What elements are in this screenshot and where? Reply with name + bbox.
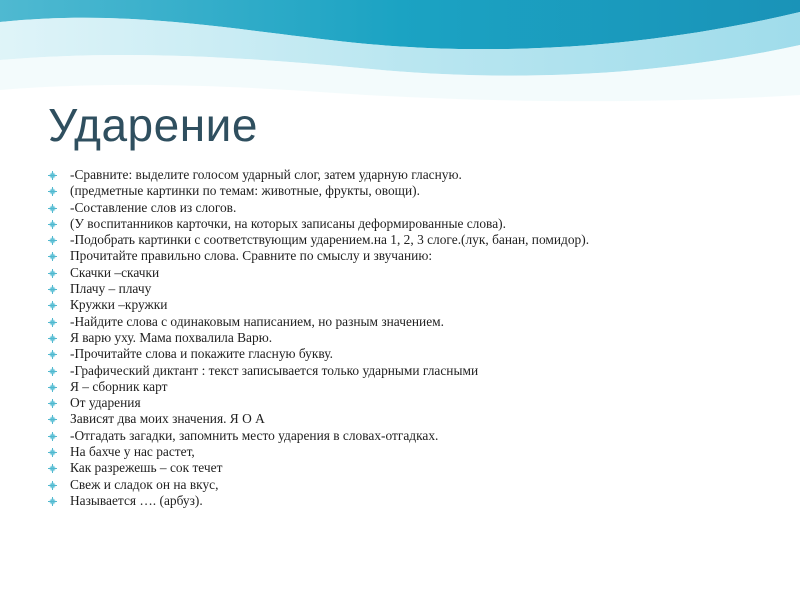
wave-header-decoration [0,0,800,110]
sparkle-bullet-icon [48,432,57,441]
bullet-text: -Прочитайте слова и покажите гласную букву. [70,346,333,362]
sparkle-bullet-icon [48,318,57,327]
bullet-item [46,460,766,476]
bullet-text: -Составление слов из слогов. [70,199,237,215]
bullet-text: Я варю уху. Мама похвалила Варю. [70,329,273,345]
bullet-item [46,428,766,444]
bullet-text: -Отгадать загадки, запомнить место ударения в словах-отгадках. [70,427,439,443]
bullet-text: -Графический диктант : текст записывается только ударными гласными [70,362,479,378]
bullet-item [46,493,766,509]
bullet-text: -Подобрать картинки с соответствующим ударением.на 1, 2, 3 слоге.(лук, банан, помидор). [70,232,590,248]
sparkle-bullet-icon [48,269,57,278]
bullet-item [46,330,766,346]
bullet-item [46,444,766,460]
bullet-text: (У воспитанников карточки, на которых записаны деформированные слова). [70,215,506,231]
bullet-item [46,265,766,281]
sparkle-bullet-icon [48,448,57,457]
sparkle-bullet-icon [48,399,57,408]
sparkle-bullet-icon [48,171,57,180]
bullet-item [46,200,766,216]
bullet-text: Я – сборник карт [70,378,168,394]
bullet-item [46,346,766,362]
bullet-text: На бахче у нас растет, [70,444,195,460]
bullet-item [46,167,766,183]
bullet-text: Кружки –кружки [70,297,168,313]
sparkle-bullet-icon [48,367,57,376]
bullet-item [46,216,766,232]
bullet-text: Как разрежешь – сок течет [70,460,223,476]
sparkle-bullet-icon [48,415,57,424]
sparkle-bullet-icon [48,301,57,310]
bullet-item [46,281,766,297]
bullet-text: (предметные картинки по темам: животные, фрукты, овощи). [70,183,420,199]
bullet-item [46,248,766,264]
bullet-item [46,379,766,395]
bullet-text: Скачки –скачки [70,264,160,280]
sparkle-bullet-icon [48,497,57,506]
bullet-item [46,314,766,330]
sparkle-bullet-icon [48,236,57,245]
bullet-text: Называется …. (арбуз). [70,492,203,508]
sparkle-bullet-icon [48,252,57,261]
sparkle-bullet-icon [48,383,57,392]
bullet-item [46,232,766,248]
bullet-text: Прочитайте правильно слова. Сравните по смыслу и звучанию: [70,248,433,264]
sparkle-bullet-icon [48,464,57,473]
bullet-text: Плачу – плачу [70,281,152,297]
sparkle-bullet-icon [48,285,57,294]
bullet-text: Зависят два моих значения. Я О А [70,411,265,427]
bullet-item [46,477,766,493]
sparkle-bullet-icon [48,220,57,229]
sparkle-bullet-icon [48,481,57,490]
slide-title: Ударение [48,99,258,151]
sparkle-bullet-icon [48,334,57,343]
bullet-item [46,395,766,411]
bullet-item [46,297,766,313]
bullet-text: -Найдите слова с одинаковым написанием, но разным значением. [70,313,444,329]
bullet-text: Свеж и сладок он на вкус, [70,476,219,492]
bullet-item [46,411,766,427]
bullet-text: -Сравните: выделите голосом ударный слог, затем ударную гласную. [70,167,462,182]
sparkle-bullet-icon [48,204,57,213]
bullet-item [46,363,766,379]
bullet-text: От ударения [70,395,141,411]
bullet-item [46,183,766,199]
sparkle-bullet-icon [48,350,57,359]
bullet-list [46,167,766,509]
sparkle-bullet-icon [48,187,57,196]
